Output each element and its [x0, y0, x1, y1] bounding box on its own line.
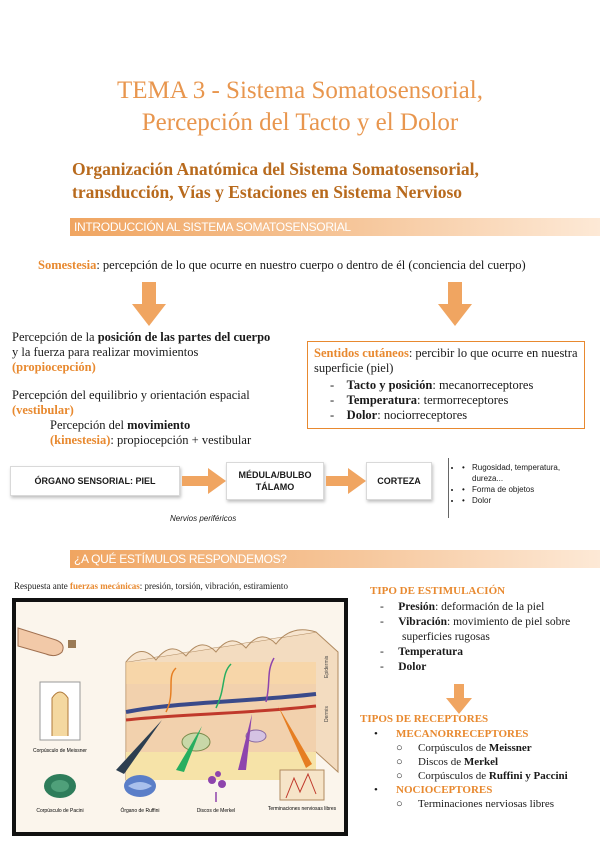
page-title: TEMA 3 - Sistema Somatosensorial, [117, 77, 483, 104]
kinestesia-term: (kinestesia) [50, 433, 111, 447]
stimulus-object [68, 640, 76, 648]
list-item: • • Dolor [462, 495, 592, 506]
subtitle-line2: transducción, Vías y Estaciones en Sistema Nervioso [72, 182, 463, 202]
list-item: - Dolor [380, 661, 427, 673]
text-bold: movimiento [127, 418, 191, 432]
arrow-right-icon [326, 468, 366, 494]
text-bold: posición de las partes del cuerpo [97, 330, 271, 344]
text: Percepción de la [12, 330, 98, 344]
text: Percepción del [50, 418, 128, 432]
arrow-down-icon [446, 684, 472, 714]
epidermis-label: Epidermis [324, 655, 330, 678]
skin-figure [12, 598, 348, 836]
somestesia-text: : percepción de lo que ocurre en nuestro cuerpo o dentro de él (conciencia del cuerpo) [96, 258, 526, 272]
text: TÁLAMO [255, 482, 295, 492]
text: y la fuerza para realizar movimientos [12, 345, 199, 359]
propiocepcion-block [12, 330, 274, 375]
list-item: ○ Discos de Merkel [396, 756, 499, 768]
list-item: - Temperatura [380, 646, 463, 658]
ruffini-inset [120, 775, 159, 814]
section-header-intro: INTRODUCCIÓN AL SISTEMA SOMATOSENSORIAL [70, 218, 600, 236]
text: : percibir lo que ocurre en nuestra superficie (piel) [314, 346, 578, 375]
libres-label: Terminaciones nerviosas libres [267, 806, 337, 812]
list-item: ○ Corpúsculos de Ruffini y Paccini [396, 770, 568, 782]
ruffini-label: Órgano de Ruffini [120, 808, 160, 814]
somestesia-term: Somestesia [38, 258, 97, 272]
dermis-label: Dermis [324, 706, 330, 722]
text: Respuesta ante [14, 581, 70, 591]
mech-heading: • MECANORRECEPTORES [374, 728, 529, 740]
page-title-line2: Percepción del Tacto y el Dolor [141, 109, 459, 136]
text: : presión, torsión, vibración, estiramiento [139, 581, 288, 591]
arrow-right-icon [182, 468, 226, 494]
receptors-list [374, 727, 596, 811]
text: Percepción del equilibrio y orientación espacial [12, 388, 250, 402]
fuerzas-term: fuerzas mecánicas [69, 581, 140, 591]
list-item: • • Forma de objetos [462, 484, 592, 495]
somestesia-definition [38, 258, 598, 273]
section-header-estimulos: ¿A QUÉ ESTÍMULOS RESPONDEMOS? [70, 550, 600, 568]
meissner-illustration [52, 692, 68, 736]
flow-box-corteza: CORTEZA [366, 462, 432, 500]
arrow-down-icon [132, 282, 166, 326]
flow-caption: Nervios periféricos [170, 514, 237, 523]
list-item: ○ Corpúsculos de Meissner [396, 742, 532, 754]
list-item: - Dolor: nociorreceptores [330, 408, 468, 422]
arrow-down-icon [438, 282, 472, 326]
finger-illustration [18, 628, 63, 656]
list-item: ○ Terminaciones nerviosas libres [396, 798, 555, 810]
sentidos-cutaneos-box [307, 341, 585, 429]
vestibular-term: (vestibular) [12, 403, 74, 417]
pacini-corpuscle [182, 733, 210, 751]
receptors-header: TIPOS DE RECEPTORES [360, 713, 489, 725]
list-item: - Tacto y posición: mecanorreceptores [330, 378, 534, 392]
list-item: - Temperatura: termorreceptores [330, 393, 509, 407]
divider [448, 458, 449, 518]
flow-box-medula [226, 462, 324, 500]
propiocepcion-term: (propiocepción) [12, 360, 96, 374]
stim-list [380, 600, 595, 675]
list-item: - Vibración: movimiento de piel sobre superficies rugosas [380, 616, 571, 643]
noci-heading: • NOCIOCEPTORES [374, 784, 493, 796]
kinestesia-block [50, 418, 290, 448]
skin-diagram [16, 602, 344, 832]
subtitle: Organización Anatómica del Sistema Somatosensorial, [72, 159, 479, 179]
flow-box-piel: ÓRGANO SENSORIAL: PIEL [10, 466, 180, 496]
vestibular-block [12, 388, 292, 418]
meissner-label: Corpúsculo de Meissner [33, 748, 87, 754]
text: : propiocepción + vestibular [110, 433, 252, 447]
text: MÉDULA/BULBO [238, 470, 312, 480]
respuesta-line [14, 581, 374, 591]
pacini-label: Corpúsculo de Pacini [36, 808, 84, 814]
list-item: - Presión: deformación de la piel [380, 601, 545, 613]
sentidos-term: Sentidos cutáneos [314, 346, 409, 360]
list-item: • • Rugosidad, temperatura, dureza... [462, 462, 592, 484]
cutaneous-list [314, 378, 578, 423]
stim-header: TIPO DE ESTIMULACIÓN [370, 585, 506, 597]
merkel-label: Discos de Merkel [196, 808, 236, 814]
flow-bullets [462, 462, 592, 506]
epidermis-layer [126, 662, 316, 684]
pacini-inset [36, 774, 83, 814]
